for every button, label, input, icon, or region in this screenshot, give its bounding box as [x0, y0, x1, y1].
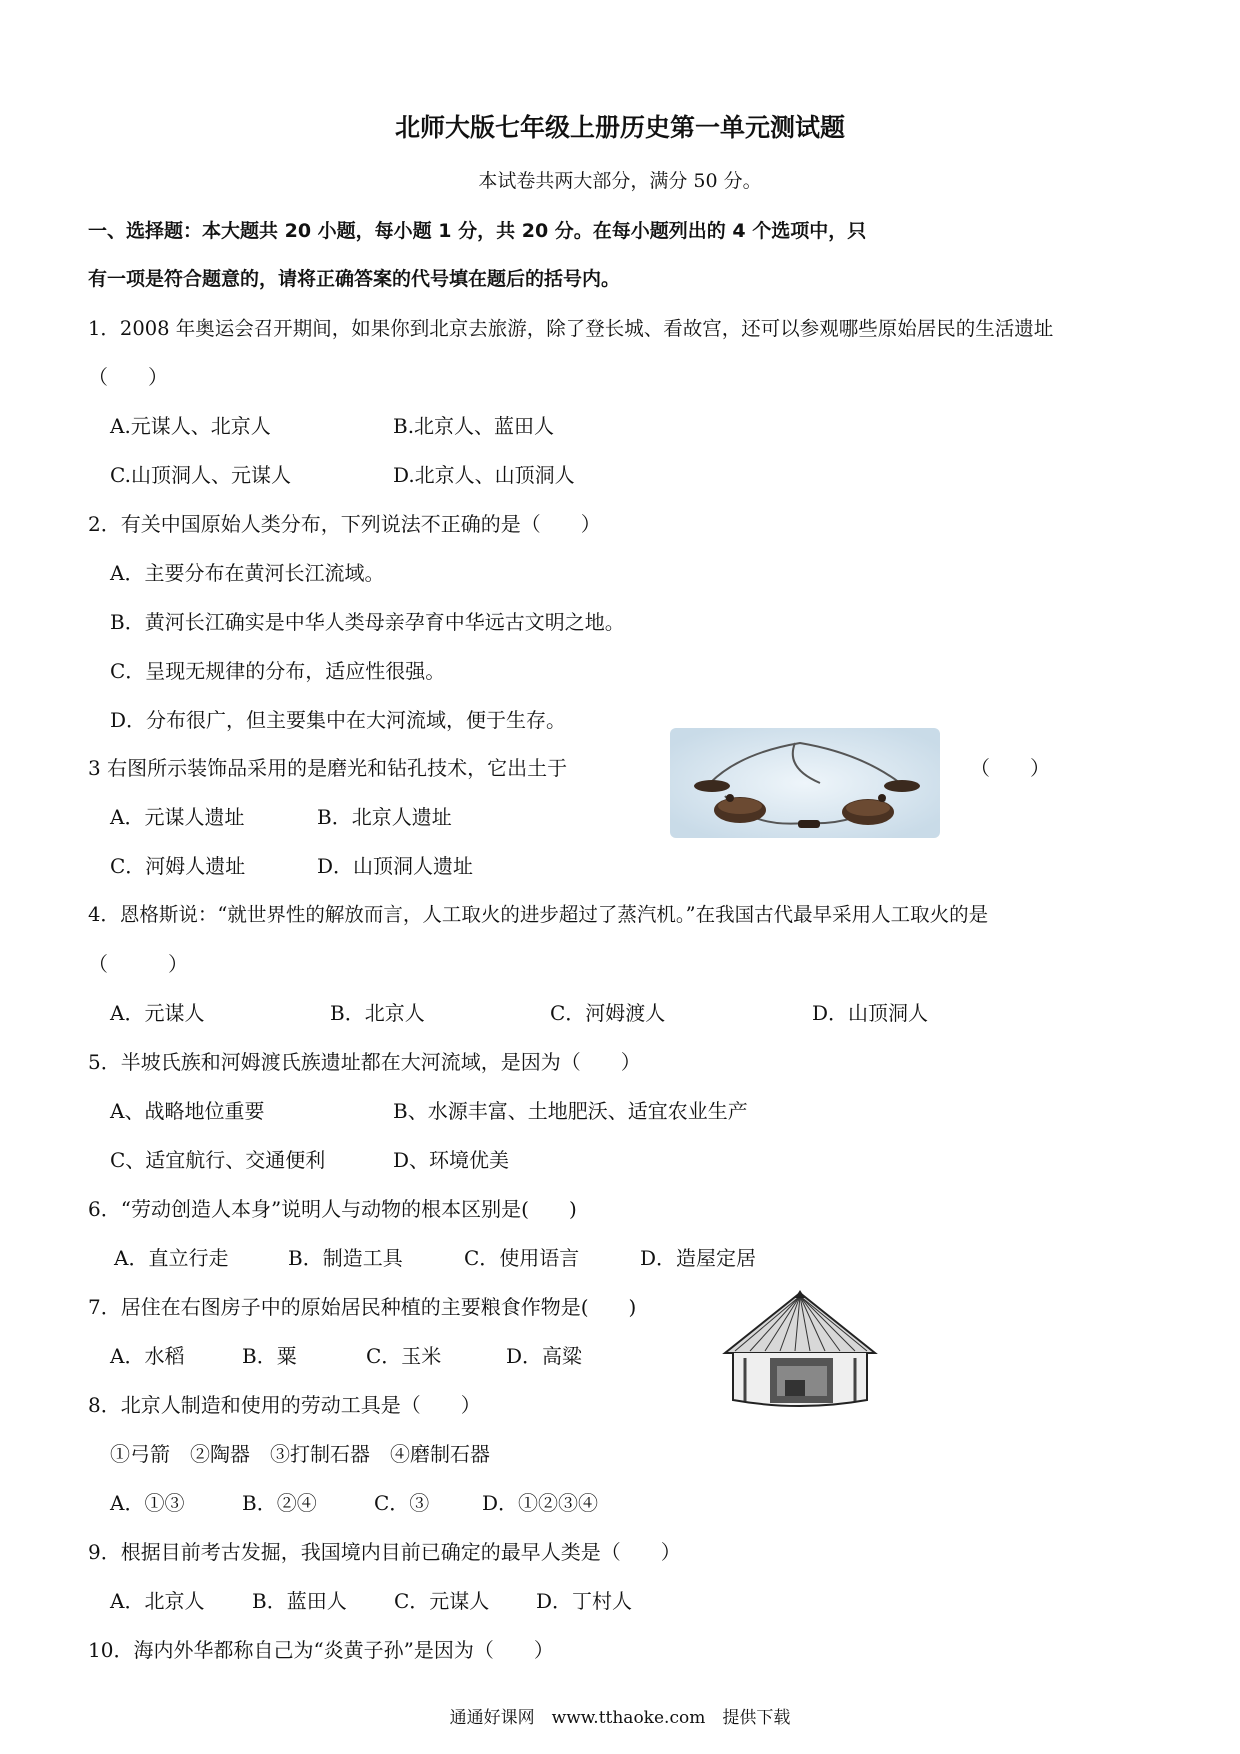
question-5-option-c: C、适宜航行、交通便利	[110, 1148, 326, 1172]
question-1-option-a: A.元谋人、北京人	[110, 414, 271, 438]
question-1-option-b: B.北京人、蓝田人	[393, 414, 555, 438]
question-8-items: ①弓箭 ②陶器 ③打制石器 ④磨制石器	[110, 1442, 490, 1466]
section-heading-line2: 有一项是符合题意的，请将正确答案的代号填在题后的括号内。	[88, 268, 621, 290]
question-6-option-c: C．使用语言	[464, 1246, 580, 1270]
question-5-option-b: B、水源丰富、土地肥沃、适宜农业生产	[393, 1099, 748, 1123]
page-title: 北师大版七年级上册历史第一单元测试题	[394, 113, 845, 142]
question-9-option-a: A．北京人	[110, 1589, 205, 1613]
question-9-option-d: D．丁村人	[536, 1589, 633, 1613]
question-2-option-d: D．分布很广，但主要集中在大河流域，便于生存。	[110, 708, 567, 732]
question-1-option-d: D.北京人、山顶洞人	[393, 463, 575, 487]
question-6-stem: 6．“劳动创造人本身”说明人与动物的根本区别是( )	[88, 1197, 577, 1221]
question-3-option-b: B．北京人遗址	[317, 805, 452, 829]
question-2-option-c: C．呈现无规律的分布，适应性很强。	[110, 659, 446, 683]
question-7-option-b: B．粟	[242, 1344, 297, 1368]
question-7-option-d: D．高粱	[506, 1344, 583, 1368]
question-3-option-c: C．河姆人遗址	[110, 854, 246, 878]
question-9-option-b: B．蓝田人	[252, 1589, 347, 1613]
question-3-option-d: D．山顶洞人遗址	[317, 854, 474, 878]
page-footer: 通通好课网 www.tthaoke.com 提供下载	[449, 1708, 791, 1728]
section-heading-line1: 一、选择题：本大题共 20 小题，每小题 1 分，共 20 分。在每小题列出的 4 个选项中，只	[88, 220, 867, 242]
question-9-stem: 9．根据目前考古发掘，我国境内目前已确定的最早人类是（ ）	[88, 1540, 681, 1564]
subtitle: 本试卷共两大部分，满分 50 分。	[478, 170, 762, 192]
question-3-option-a: A．元谋人遗址	[110, 805, 245, 829]
question-5-stem: 5．半坡氏族和河姆渡氏族遗址都在大河流域，是因为（ ）	[88, 1050, 641, 1074]
question-2-option-b: B．黄河长江确实是中华人类母亲孕育中华远古文明之地。	[110, 610, 625, 634]
question-6-option-d: D．造屋定居	[640, 1246, 757, 1270]
question-2-option-a: A．主要分布在黄河长江流域。	[110, 561, 385, 585]
question-8-option-d: D．①②③④	[482, 1491, 599, 1515]
question-3-stem: 3 右图所示装饰品采用的是磨光和钻孔技术，它出土于	[88, 756, 568, 780]
question-5-option-a: A、战略地位重要	[110, 1099, 265, 1123]
question-8-option-b: B．②④	[242, 1491, 317, 1515]
question-5-option-d: D、环境优美	[393, 1148, 510, 1172]
question-9-option-c: C．元谋人	[394, 1589, 490, 1613]
question-7-option-a: A．水稻	[110, 1344, 185, 1368]
question-6-option-a: A．直立行走	[114, 1246, 229, 1270]
ornament-necklace-image	[670, 728, 940, 838]
question-1-paren: （ ）	[88, 365, 168, 389]
question-4-option-a: A．元谋人	[110, 1001, 205, 1025]
question-4-option-c: C．河姆渡人	[550, 1001, 666, 1025]
question-7-option-c: C．玉米	[366, 1344, 442, 1368]
question-8-stem: 8．北京人制造和使用的劳动工具是（ ）	[88, 1393, 481, 1417]
question-10-stem: 10．海内外华都称自己为“炎黄子孙”是因为（ ）	[88, 1638, 554, 1662]
question-4-stem: 4．恩格斯说：“就世界性的解放而言，人工取火的进步超过了蒸汽机。”在我国古代最早采用人工取火的是	[88, 903, 989, 926]
question-8-option-a: A．①③	[110, 1491, 185, 1515]
hut-image	[715, 1288, 885, 1413]
question-7-stem: 7．居住在右图房子中的原始居民种植的主要粮食作物是( )	[88, 1295, 637, 1319]
question-1-option-c: C.山顶洞人、元谋人	[110, 463, 291, 487]
question-3-paren: （ ）	[970, 756, 1050, 780]
question-4-option-d: D．山顶洞人	[812, 1001, 929, 1025]
question-1-stem: 1．2008 年奥运会召开期间，如果你到北京去旅游，除了登长城、看故宫，还可以参观哪些原始居民的生活遗址	[88, 317, 1054, 340]
question-4-option-b: B．北京人	[330, 1001, 425, 1025]
question-2-stem: 2．有关中国原始人类分布，下列说法不正确的是（ ）	[88, 512, 601, 536]
question-4-paren: （ ）	[88, 952, 188, 976]
question-8-option-c: C．③	[374, 1491, 430, 1515]
question-6-option-b: B．制造工具	[288, 1246, 403, 1270]
